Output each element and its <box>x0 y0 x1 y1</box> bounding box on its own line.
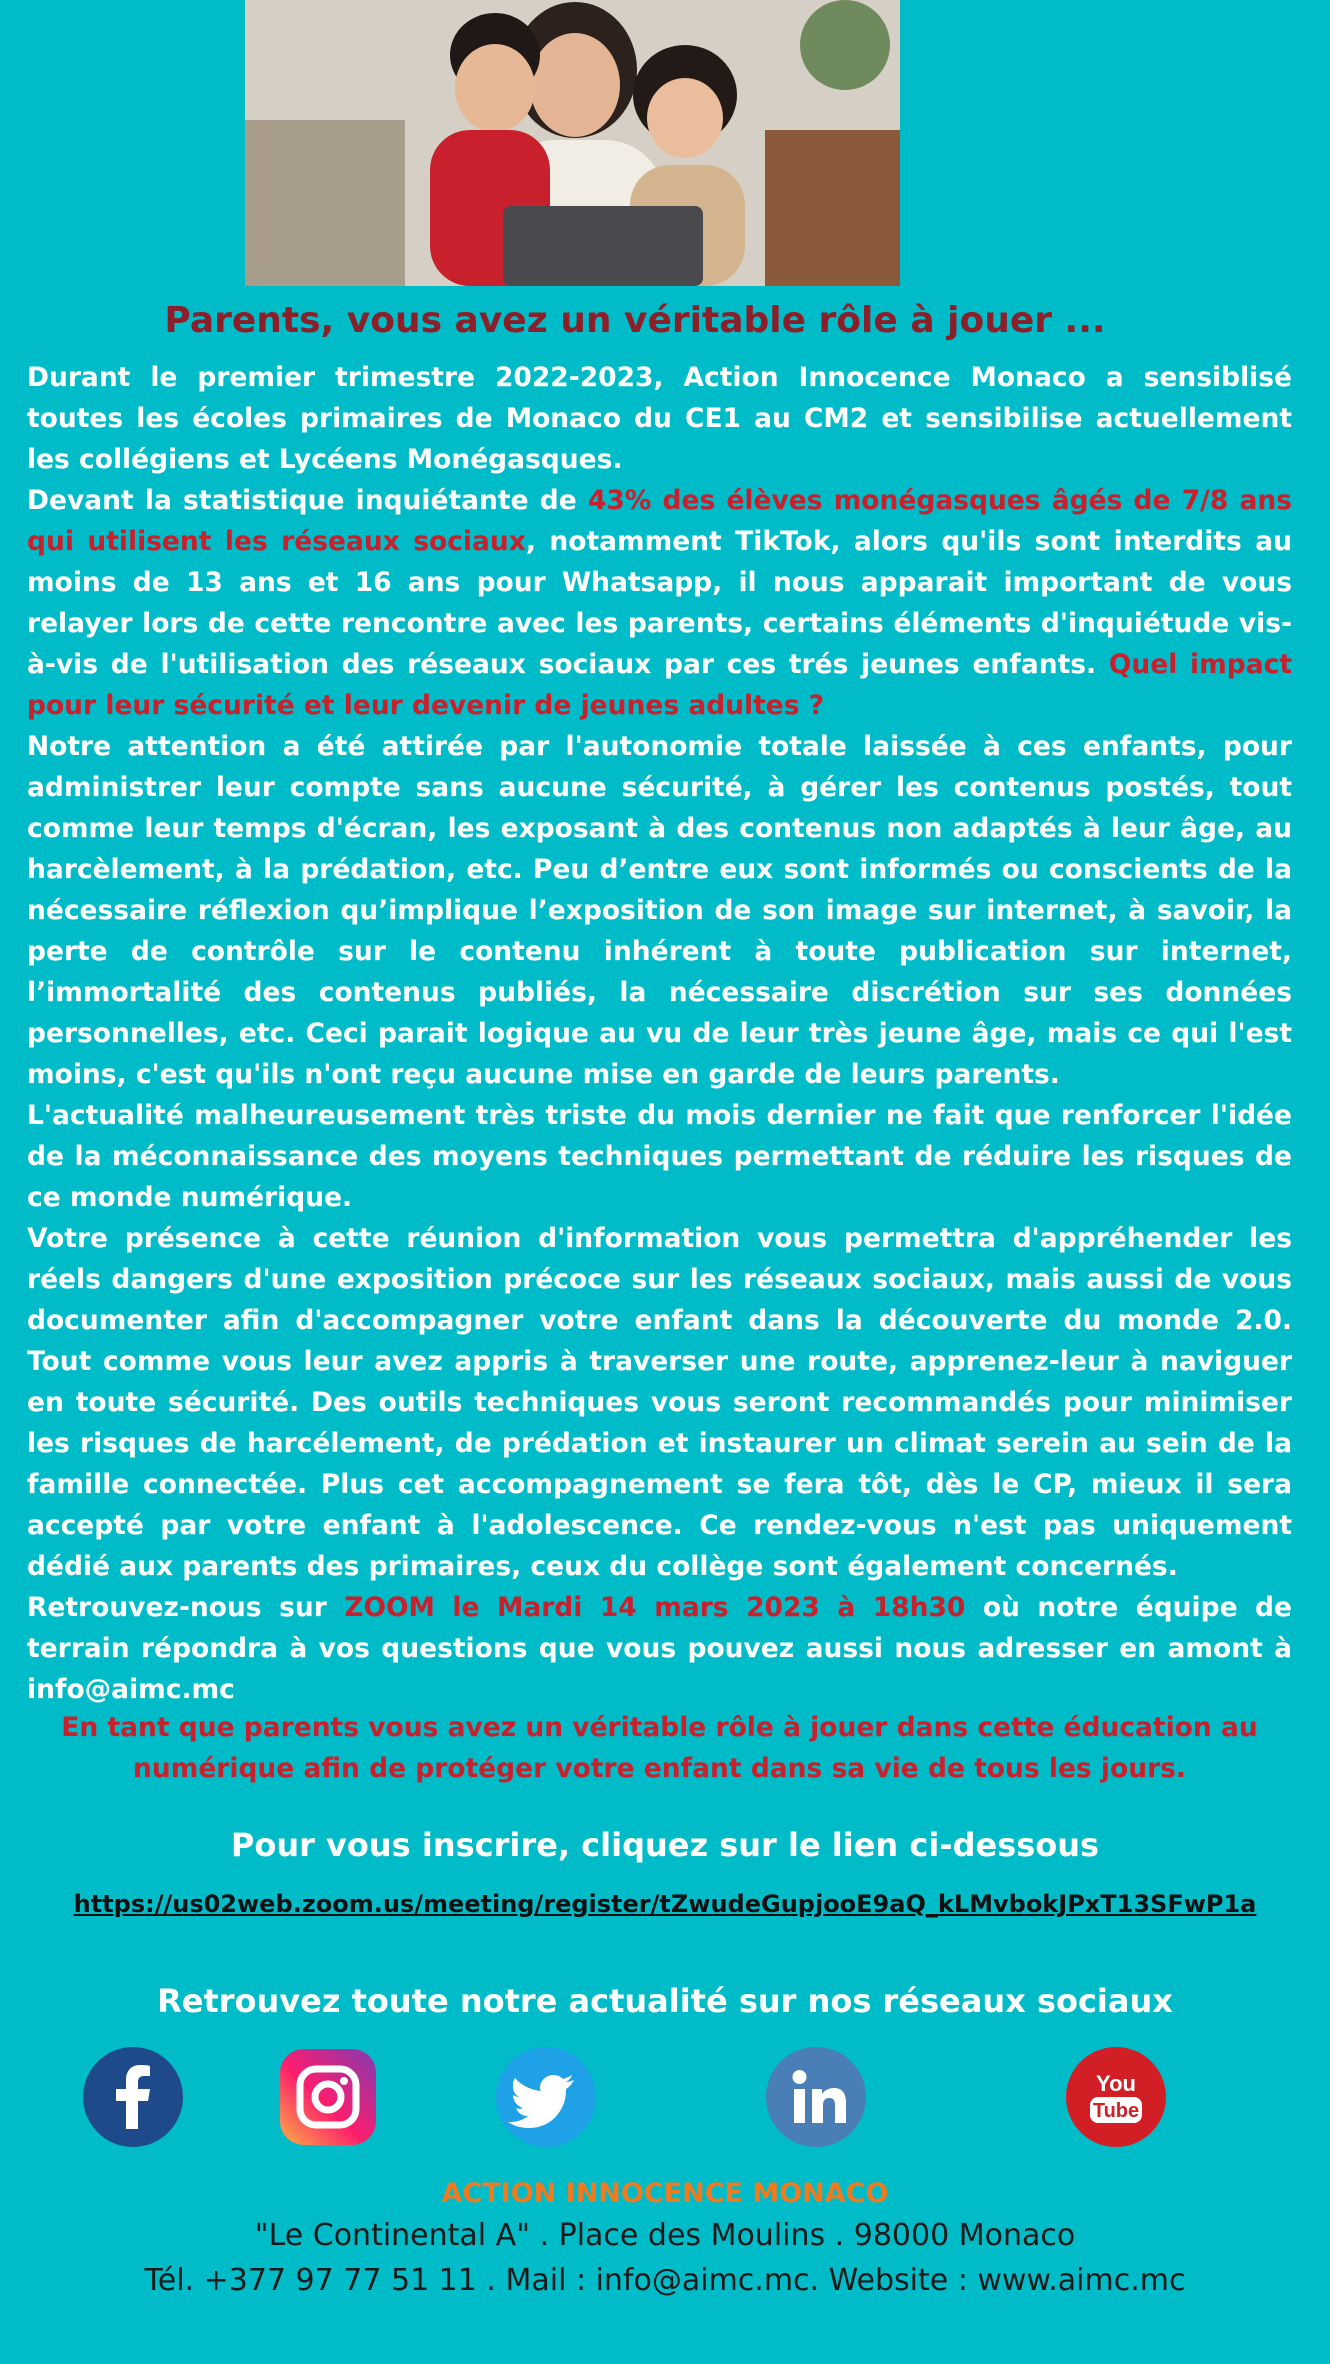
page-title: Parents, vous avez un véritable rôle à jouer ... <box>164 300 1106 341</box>
contact-info: Tél. +377 97 77 51 11 . Mail : info@aimc.mc. Website : www.aimc.mc <box>144 2263 1186 2298</box>
youtube-bottom-text: Tube <box>1092 2100 1140 2122</box>
facebook-icon <box>83 2047 183 2147</box>
social-heading: Retrouvez toute notre actualité sur nos réseaux sociaux <box>157 1982 1173 2020</box>
closing-statement: En tant que parents vous avez un véritable rôle à jouer dans cette éducation au numérique afin de protéger votre enfant dans sa vie de tous les jours. <box>61 1712 1258 1784</box>
linkedin-icon <box>766 2047 866 2147</box>
zoom-lead: Retrouvez-nous sur <box>27 1592 345 1623</box>
paragraph-zoom <box>27 1587 1292 1710</box>
paragraph-meeting: Votre présence à cette réunion d'information vous permettra d'appréhender les réels dangers d'une exposition précoce sur les réseaux sociaux, mais aussi de vous documenter afin d'accompagner votre enfant dans la découverte du monde 2.0. Tout comme vous leur avez appris à traverser une route, apprenez-leur à naviguer en toute sécurité. Des outils techniques vous seront recommandés pour minimiser les risques de harcélement, de prédation et instaurer un climat serein au sein de la famille connectée. Plus cet accompagnement se fera tôt, dès le CP, mieux il sera accepté par votre enfant à l'adolescence. Ce rendez-vous n'est pas uniquement dédié aux parents des primaires, ceux du collège sont également concernés. <box>27 1223 1292 1582</box>
organization-name: ACTION INNOCENCE MONACO <box>441 2178 889 2209</box>
instagram-icon <box>278 2047 378 2147</box>
paragraph-intro: Durant le premier trimestre 2022-2023, Action Innocence Monaco a sensiblisé toutes les écoles primaires de Monaco du CE1 au CM2 et sensibilise actuellement les collégiens et Lycéens Monégasques. <box>27 362 1292 475</box>
impact-question: Quel impact pour leur sécurité et leur devenir de jeunes adultes ? <box>27 649 1292 721</box>
zoom-text: où notre équipe de terrain répondra à vos questions que vous pouvez aussi nous adresser en amont à info@aimc.mc <box>27 1592 1292 1705</box>
twitter-icon <box>496 2047 596 2147</box>
twitter-button[interactable] <box>496 2047 596 2147</box>
paragraph-news: L'actualité malheureusement très triste du mois dernier ne fait que renforcer l'idée de la méconnaissance des moyens techniques permettant de réduire les risques de ce monde numérique. <box>27 1100 1292 1213</box>
facebook-button[interactable] <box>83 2047 183 2147</box>
statistic-highlight: 43% des élèves monégasques âgés de 7/8 ans qui utilisent les réseaux sociaux <box>27 485 1292 557</box>
instagram-button[interactable] <box>278 2047 378 2147</box>
youtube-top-text: You <box>1096 2071 1136 2096</box>
address: "Le Continental A" . Place des Moulins . 98000 Monaco <box>254 2218 1076 2253</box>
paragraph-attention: Notre attention a été attirée par l'autonomie totale laissée à ces enfants, pour administrer leur compte sans aucune sécurité, à gérer les contenus postés, tout comme leur temps d'écran, les exposant à des contenus non adaptés à leur âge, au harcèlement, à la prédation, etc. Peu d’entre eux sont informés ou conscients de la nécessaire réflexion qu’implique l’exposition de son image sur internet, à savoir, la perte de contrôle sur le contenu inhérent à toute publication sur internet, l’immortalité des contenus publiés, la nécessaire discrétion sur ses données personnelles, etc. Ceci parait logique au vu de leur très jeune âge, mais ce qui l'est moins, c'est qu'ils n'ont reçu aucune mise en garde de leurs parents. <box>27 731 1292 1090</box>
linkedin-button[interactable] <box>766 2047 866 2147</box>
youtube-button[interactable] <box>1066 2047 1166 2147</box>
hero-photo <box>245 0 900 286</box>
paragraph-statistic <box>27 480 1292 726</box>
register-heading: Pour vous inscrire, cliquez sur le lien ci-dessous <box>230 1826 1100 1864</box>
statistic-lead: Devant la statistique inquiétante de <box>27 485 588 516</box>
statistic-text: , notamment TikTok, alors qu'ils sont interdits au moins de 13 ans et 16 ans pour Whatsapp, il nous apparait important de vous relayer lors de cette rencontre avec les parents, certains éléments d'inquiétude vis-à-vis de l'utilisation des réseaux sociaux par ces trés jeunes enfants. <box>27 526 1292 680</box>
main-text <box>27 357 1292 1710</box>
register-link[interactable]: https://us02web.zoom.us/meeting/register/tZwudeGupjooE9aQ_kLMvbokJPxT13SFwP1a <box>73 1890 1257 1918</box>
youtube-icon <box>1066 2047 1166 2147</box>
zoom-date: ZOOM le Mardi 14 mars 2023 à 18h30 <box>344 1592 966 1623</box>
